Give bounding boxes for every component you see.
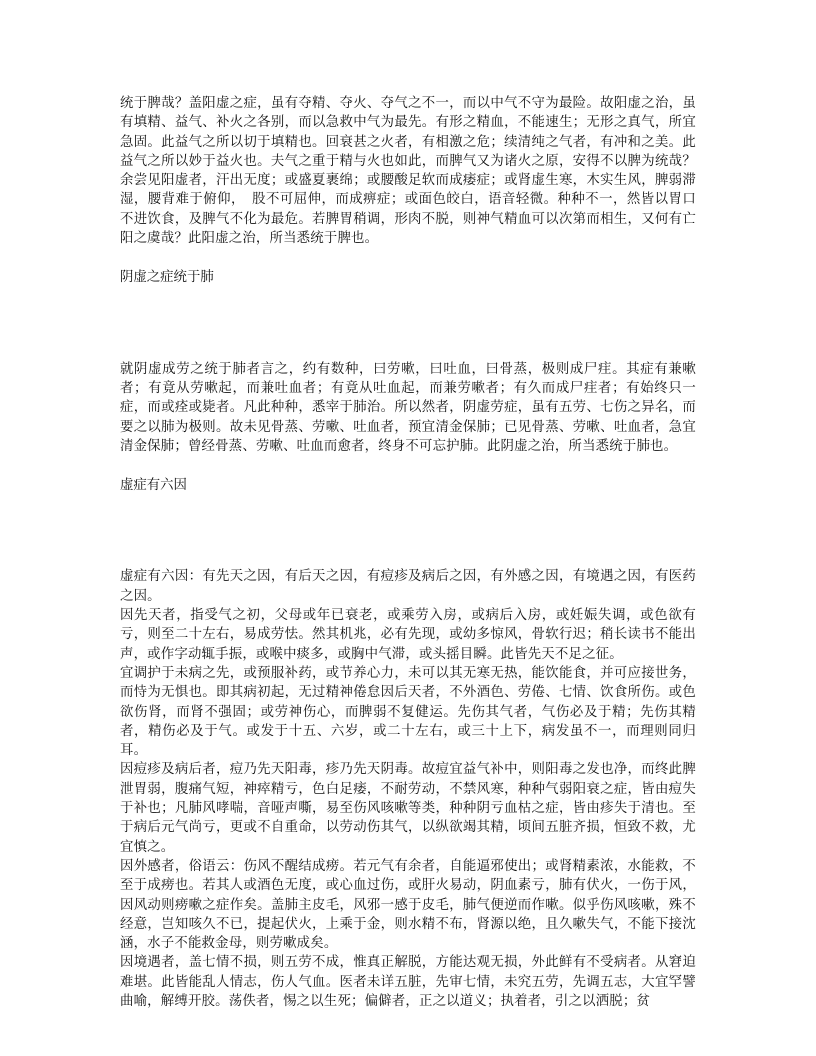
document-page bbox=[120, 94, 696, 1011]
spacer bbox=[120, 248, 696, 268]
paragraph-yang-deficiency-spleen: 统于脾哉？盖阳虚之症，虽有夺精、夺火、夺气之不一，而以中气不守为最险。故阳虚之治，虽有填精、益气、补火之各别，而以急救中气为最先。有形之精血，不能速生；无形之真气，所宜急固。此益气之所以切于填精也。回衰甚之火者，有相激之危；续清纯之气者，有冲和之美。此益气之所以妙于益火也。夫气之重于精与火也如此，而脾气又为诸火之原，安得不以脾为统哉？余尝见阳虚者，汗出无度；或盛夏裹绵；或腰酸足软而成痿症；或肾虚生寒，木实生风，脾弱滞湿，腰背难于俯仰， 股不可屈伸，而成痹症；或面色皎白，语音轻微。种种不一，然皆以胃口不进饮食，及脾气不化为最危。若脾胃稍调，形肉不脱，则神气精血可以次第而相生，又何有亡阳之虞哉？此阳虚之治，所当悉统于脾也。 bbox=[120, 96, 696, 247]
paragraph-circumstance-cause: 因境遇者，盖七情不损，则五劳不成，惟真正解脱，方能达观无损，外此鲜有不受病者。从窘迫难堪。此皆能乱人情志，伤人气血。医者未详五脏，先审七情，未究五劳，先调五志，大宜罕譬曲喻，解缚开胶。荡佚者，惕之以生死；偏僻者，正之以道义；执着者，引之以洒脱；贫 bbox=[120, 955, 696, 1009]
spacer bbox=[120, 495, 696, 567]
heading-yin-deficiency-lung: 阴虚之症统于肺 bbox=[120, 270, 214, 286]
paragraph-yin-deficiency-lung: 就阴虚成劳之统于肺者言之，约有数种，曰劳嗽，曰吐血，曰骨蒸，极则成尸疰。其症有兼嗽者；有竟从劳嗽起，而兼吐血者；有竟从吐血起，而兼劳嗽者；有久而成尸疰者；有始终只一症，而或痊或毙者。凡此种种，悉宰于肺治。所以然者，阴虚劳症，虽有五劳、七伤之异名，而要之以肺为极则。故未见骨蒸、劳嗽、吐血者，预宜清金保肺；已见骨蒸、劳嗽、吐血者，急宜清金保肺；曾经骨蒸、劳嗽、吐血而愈者，终身不可忘护肺。此阴虚之治，所当悉统于肺也。 bbox=[120, 361, 696, 454]
paragraph-six-causes-intro: 虚症有六因：有先天之因，有后天之因，有痘疹及病后之因，有外感之因，有境遇之因，有医药之因。 bbox=[120, 569, 696, 604]
paragraph-external-contraction-cause: 因外感者，俗语云：伤风不醒结成痨。若元气有余者，自能逼邪使出；或肾精素浓，水能救，不至于成痨也。若其人或酒色无度，或心血过伤，或肝火易动，阴血素亏，肺有伏火，一伤于风，因风动则痨嗽之症作矣。盖肺主皮毛，风邪一感于皮毛，肺气便逆而作嗽。似乎伤风咳嗽，殊不经意，岂知咳久不已，提起伏火，上乘于金，则水精不布，肾源以绝，且久嗽失气，不能下接沈涵，水子不能救金母，则劳嗽成矣。 bbox=[120, 858, 696, 952]
heading-six-causes: 虚症有六因 bbox=[120, 478, 187, 494]
spacer bbox=[120, 288, 696, 360]
spacer bbox=[120, 456, 696, 476]
paragraph-congenital-cause: 因先天者，指受气之初，父母或年已衰老，或乘劳入房，或病后入房，或妊娠失调，或色欲有亏，则至二十左右，易成劳怯。然其机兆，必有先现，或幼多惊风，骨软行迟；稍长读书不能出声，或作字动辄手振，或喉中痰多，或胸中气滞，或头摇目瞬。此皆先天不足之征。 bbox=[120, 608, 696, 662]
paragraph-acquired-cause: 宜调护于未病之先，或预服补药，或节养心力，未可以其无寒无热，能饮能食，并可应接世务，而恃为无惧也。即其病初起，无过精神倦怠因后天者，不外酒色、劳倦、七情、饮食所伤。或色欲伤肾，而肾不强固；或劳神伤心，而脾弱不复健运。先伤其气者，气伤必及于精；先伤其精者，精伤必及于气。或发于十五、六岁，或二十左右，或三十上下，病发虽不一，而理则同归耳。 bbox=[120, 665, 696, 759]
paragraph-pox-and-post-illness-cause: 因痘疹及病后者，痘乃先天阳毒，疹乃先天阴毒。故痘宜益气补中，则阳毒之发也净，而终此脾泄胃弱，腹痛气短，神瘁精亏，色白足痿，不耐劳动，不禁风寒，种种气弱阳衰之症，皆由痘失于补也；凡肺风哮喘，音哑声嘶，易至伤风咳嗽等类，种种阴亏血枯之症，皆由疹失于清也。至于病后元气尚亏，更或不自重命，以劳动伤其气，以纵欲竭其精，顷间五脏齐损，恒致不救，尤宜慎之。 bbox=[120, 762, 696, 855]
